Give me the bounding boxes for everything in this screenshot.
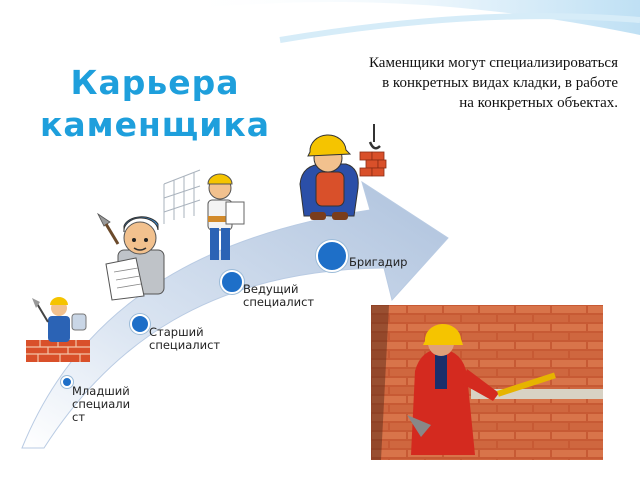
level-label-foreman xyxy=(349,256,407,269)
level-label-line: Ведущий xyxy=(243,282,299,296)
level-label-line: специалист xyxy=(149,338,221,352)
level-label-line: Старший xyxy=(149,325,204,339)
worker-with-drawings-illustration xyxy=(160,164,250,264)
subtitle-text xyxy=(318,53,618,113)
title-line-2: каменщика xyxy=(39,105,271,144)
title-line-1: Карьера xyxy=(70,63,240,102)
level-dot-senior xyxy=(130,314,150,334)
level-label-line: специали xyxy=(72,397,131,411)
level-label-line: Бригадир xyxy=(349,255,408,269)
worker-with-bricks-illustration xyxy=(20,292,98,364)
level-label-lead xyxy=(243,283,314,309)
page-title xyxy=(20,62,290,146)
level-label-senior xyxy=(149,326,220,352)
subtitle-line-3: на конкретных объектах. xyxy=(459,95,618,111)
level-dot-foreman xyxy=(316,240,348,272)
subtitle-line-2: в конкретных видах кладки, в работе xyxy=(382,75,618,91)
bricklayer-photo xyxy=(371,305,603,460)
level-label-line: ст xyxy=(72,410,86,424)
foreman-with-crane-hook-illustration xyxy=(294,124,390,224)
level-dot-lead xyxy=(220,270,244,294)
level-label-line: Младший xyxy=(72,384,130,398)
subtitle-line-1: Каменщики могут специализироваться xyxy=(369,55,618,71)
level-label-junior xyxy=(72,385,130,424)
level-label-line: специалист xyxy=(243,295,315,309)
